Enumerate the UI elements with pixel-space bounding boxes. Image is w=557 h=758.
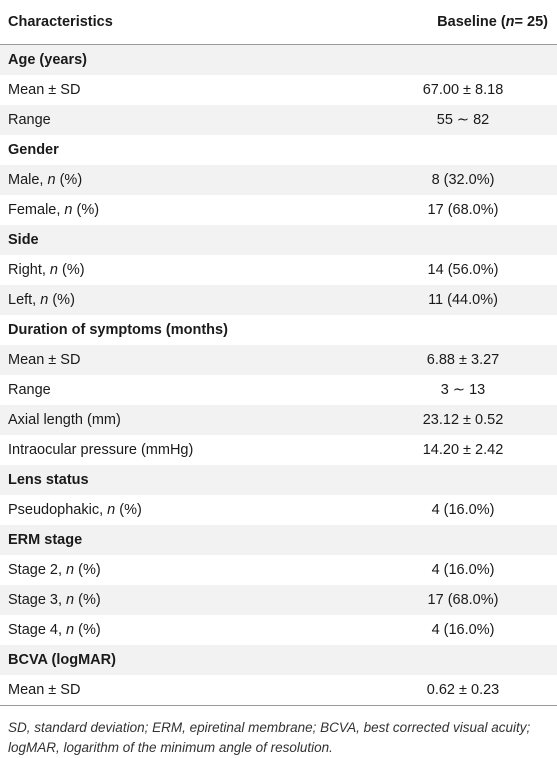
table-row xyxy=(0,555,557,585)
row-label: Male, n (%) xyxy=(8,172,83,188)
section-row xyxy=(0,645,557,675)
row-label: Mean ± SD xyxy=(8,682,81,698)
section-row xyxy=(0,315,557,345)
section-row xyxy=(0,525,557,555)
row-value: 14.20 ± 2.42 xyxy=(422,442,504,458)
row-label: Mean ± SD xyxy=(8,82,81,98)
table-body xyxy=(0,45,557,705)
table-row xyxy=(0,345,557,375)
table-row xyxy=(0,675,557,705)
table-row xyxy=(0,105,557,135)
table-row xyxy=(0,495,557,525)
header-characteristics: Characteristics xyxy=(8,14,113,30)
row-value: 14 (56.0%) xyxy=(427,262,499,278)
row-value: 17 (68.0%) xyxy=(427,592,499,608)
section-label: Gender xyxy=(8,142,59,158)
row-label: Pseudophakic, n (%) xyxy=(8,502,142,518)
table-row xyxy=(0,375,557,405)
row-value: 4 (16.0%) xyxy=(431,562,495,578)
table-footnote: SD, standard deviation; ERM, epiretinal membrane; BCVA, best corrected visual acuity; logMAR, logarithm of the minimum angle of resolution. xyxy=(8,720,531,755)
table-row xyxy=(0,255,557,285)
table-header xyxy=(0,0,557,44)
row-label: Stage 4, n (%) xyxy=(8,622,101,638)
row-label: Left, n (%) xyxy=(8,292,75,308)
section-label: ERM stage xyxy=(8,532,83,548)
row-value: 3 ∼ 13 xyxy=(440,382,486,398)
section-label: BCVA (logMAR) xyxy=(8,652,116,668)
row-value: 6.88 ± 3.27 xyxy=(426,352,500,368)
row-label: Stage 2, n (%) xyxy=(8,562,101,578)
row-label: Female, n (%) xyxy=(8,202,100,218)
header-baseline: Baseline ( n = 25) xyxy=(437,14,548,30)
row-value: 67.00 ± 8.18 xyxy=(422,82,504,98)
table-row xyxy=(0,435,557,465)
table-row xyxy=(0,585,557,615)
row-value: 0.62 ± 0.23 xyxy=(426,682,500,698)
row-label: Mean ± SD xyxy=(8,352,81,368)
table-row xyxy=(0,285,557,315)
row-value: 4 (16.0%) xyxy=(431,502,495,518)
section-row xyxy=(0,135,557,165)
row-label: Range xyxy=(8,112,51,128)
section-label: Age (years) xyxy=(8,52,87,68)
row-value: 4 (16.0%) xyxy=(431,622,495,638)
row-value: 55 ∼ 82 xyxy=(436,112,490,128)
row-label: Stage 3, n (%) xyxy=(8,592,101,608)
section-row xyxy=(0,465,557,495)
table-row xyxy=(0,615,557,645)
table-row xyxy=(0,165,557,195)
row-value: 23.12 ± 0.52 xyxy=(422,412,504,428)
row-label: Axial length (mm) xyxy=(8,412,121,428)
row-label: Right, n (%) xyxy=(8,262,85,278)
table-row xyxy=(0,75,557,105)
row-value: 8 (32.0%) xyxy=(431,172,495,188)
row-value: 17 (68.0%) xyxy=(427,202,499,218)
section-label: Lens status xyxy=(8,472,89,488)
row-label: Range xyxy=(8,382,51,398)
section-row xyxy=(0,225,557,255)
row-label: Intraocular pressure (mmHg) xyxy=(8,442,194,458)
section-label: Side xyxy=(8,232,39,248)
row-value: 11 (44.0%) xyxy=(428,292,498,308)
section-label: Duration of symptoms (months) xyxy=(8,322,228,338)
table-row xyxy=(0,405,557,435)
section-row xyxy=(0,45,557,75)
table-row xyxy=(0,195,557,225)
